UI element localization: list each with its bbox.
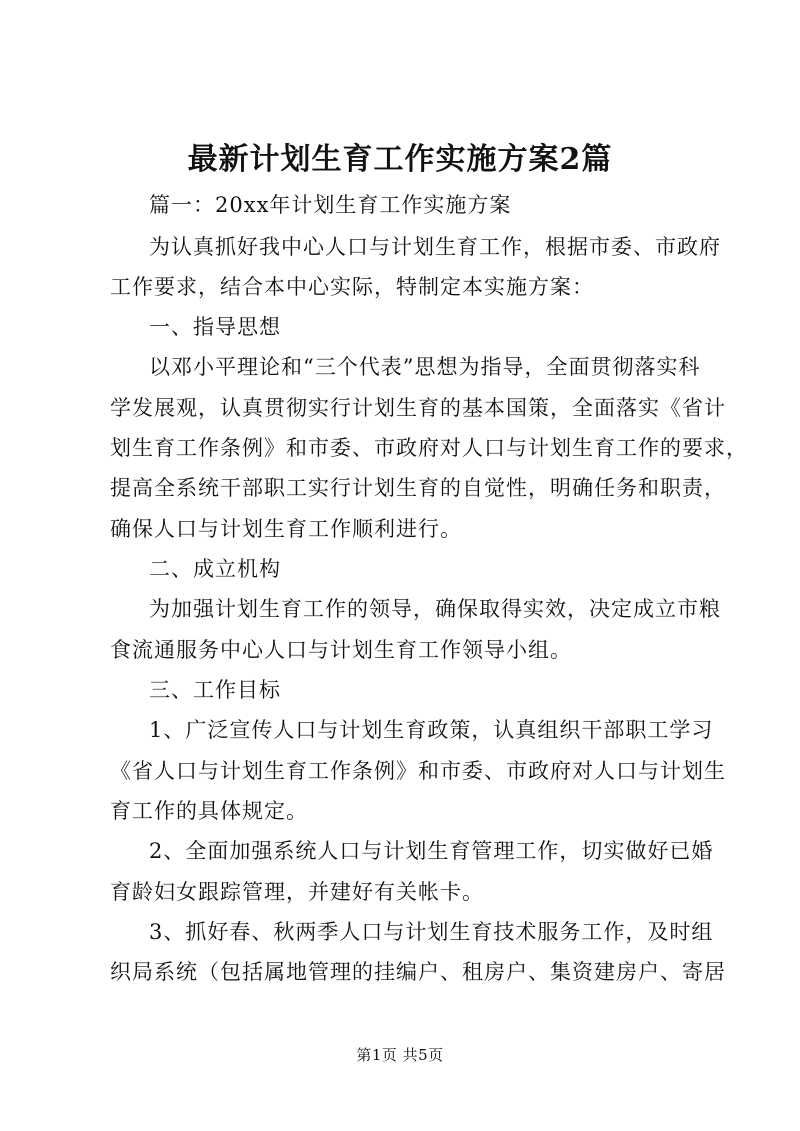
paragraph-line: 为加强计划生育工作的领导，确保取得实效，决定成立市粮	[149, 597, 721, 621]
document-title: 最新计划生育工作实施方案2篇	[187, 142, 613, 177]
section-heading-part-one: 篇一：20xx年计划生育工作实施方案	[149, 193, 512, 217]
paragraph-line: 确保人口与计划生育工作顺利进行。	[110, 517, 462, 541]
paragraph-line: 育工作的具体规定。	[110, 799, 308, 823]
paragraph-line: 为认真抓好我中心人口与计划生育工作，根据市委、市政府	[149, 235, 721, 259]
paragraph-line: 学发展观，认真贯彻实行计划生育的基本国策，全面落实《省计	[110, 396, 726, 420]
paragraph-line: 育龄妇女跟踪管理，并建好有关帐卡。	[110, 880, 484, 904]
section-heading-guiding-ideology: 一、指导思想	[149, 315, 281, 339]
section-heading-establish-organization: 二、成立机构	[149, 557, 281, 581]
paragraph-line: 提高全系统干部职工实行计划生育的自觉性，明确任务和职责，	[110, 476, 726, 500]
page-number-footer: 第1页 共5页	[356, 1046, 444, 1064]
paragraph-line: 划生育工作条例》和市委、市政府对人口与计划生育工作的要求，	[110, 436, 748, 460]
paragraph-line: 2、全面加强系统人口与计划生育管理工作，切实做好已婚	[149, 839, 714, 863]
paragraph-line: 3、抓好春、秋两季人口与计划生育技术服务工作，及时组	[149, 920, 714, 944]
paragraph-line: 1、广泛宣传人口与计划生育政策，认真组织干部职工学习	[149, 718, 714, 742]
section-heading-work-goals: 三、工作目标	[149, 678, 281, 702]
paragraph-line: 以邓小平理论和“三个代表”思想为指导，全面贯彻落实科	[149, 355, 701, 379]
paragraph-line: 食流通服务中心人口与计划生育工作领导小组。	[110, 638, 572, 662]
paragraph-line: 织局系统（包括属地管理的挂编户、租房户、集资建房户、寄居	[110, 960, 726, 984]
paragraph-line: 工作要求，结合本中心实际，特制定本实施方案：	[110, 275, 594, 299]
paragraph-line: 《省人口与计划生育工作条例》和市委、市政府对人口与计划生	[110, 759, 726, 783]
